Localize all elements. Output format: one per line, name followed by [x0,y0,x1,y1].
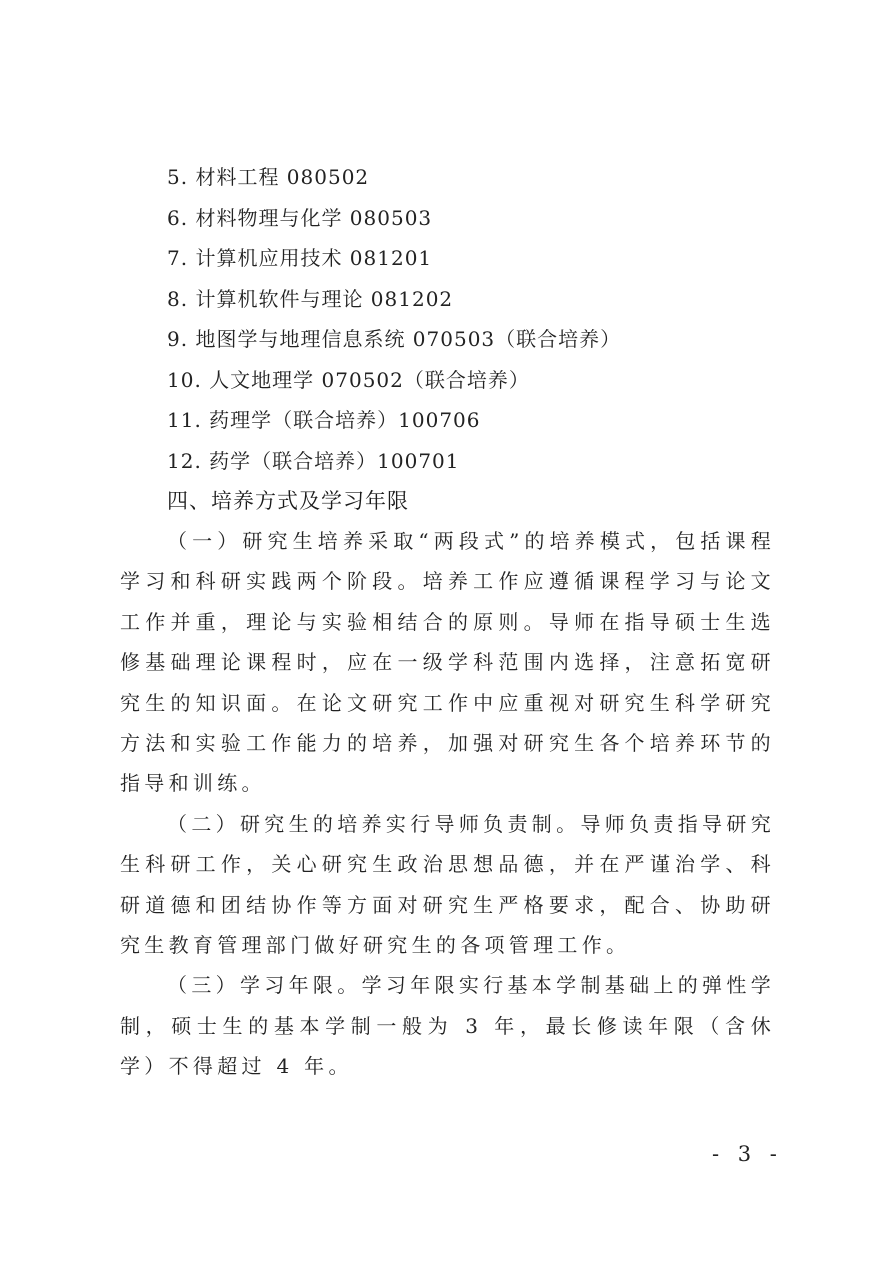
document-body [120,157,775,1087]
program-list-item-8: 8. 计算机软件与理论 081202 [167,286,454,311]
paragraph-supervisor-system: （二）研究生的培养实行导师负责制。导师负责指导研究生科研工作，关心研究生政治思想品德，并在严谨治学、科研道德和团结协作等方面对研究生严格要求，配合、协助研究生教育管理部门做好研究生的各项管理工作。 [120,811,775,958]
program-list-item-7: 7. 计算机应用技术 081201 [167,246,433,270]
program-list-item-6: 6. 材料物理与化学 080503 [167,205,433,230]
program-list-item-5: 5. 材料工程 080502 [167,165,370,189]
section-heading: 四、培养方式及学习年限 [167,489,409,513]
paragraph-training-mode: （一）研究生培养采取“两段式”的培养模式，包括课程学习和科研实践两个阶段。培养工作应遵循课程学习与论文工作并重，理论与实验相结合的原则。导师在指导硕士生选修基础理论课程时，应在一级学科范围内选择，注意拓宽研究生的知识面。在论文研究工作中应重视对研究生科学研究方法和实验工作能力的培养，加强对研究生各个培养环节的指导和训练。 [120,529,775,796]
program-list-item-12: 12. 药学（联合培养）100701 [167,448,460,473]
program-list-item-9: 9. 地图学与地理信息系统 070503（联合培养） [167,327,622,351]
program-list-item-10: 10. 人文地理学 070502（联合培养） [167,367,530,392]
program-list-item-11: 11. 药理学（联合培养）100706 [167,408,481,432]
page-number: - 3 - [712,1142,783,1166]
paragraph-study-duration: （三）学习年限。学习年限实行基本学制基础上的弹性学制，硕士生的基本学制一般为 3 年，最长修读年限（含休学）不得超过 4 年。 [120,973,775,1079]
